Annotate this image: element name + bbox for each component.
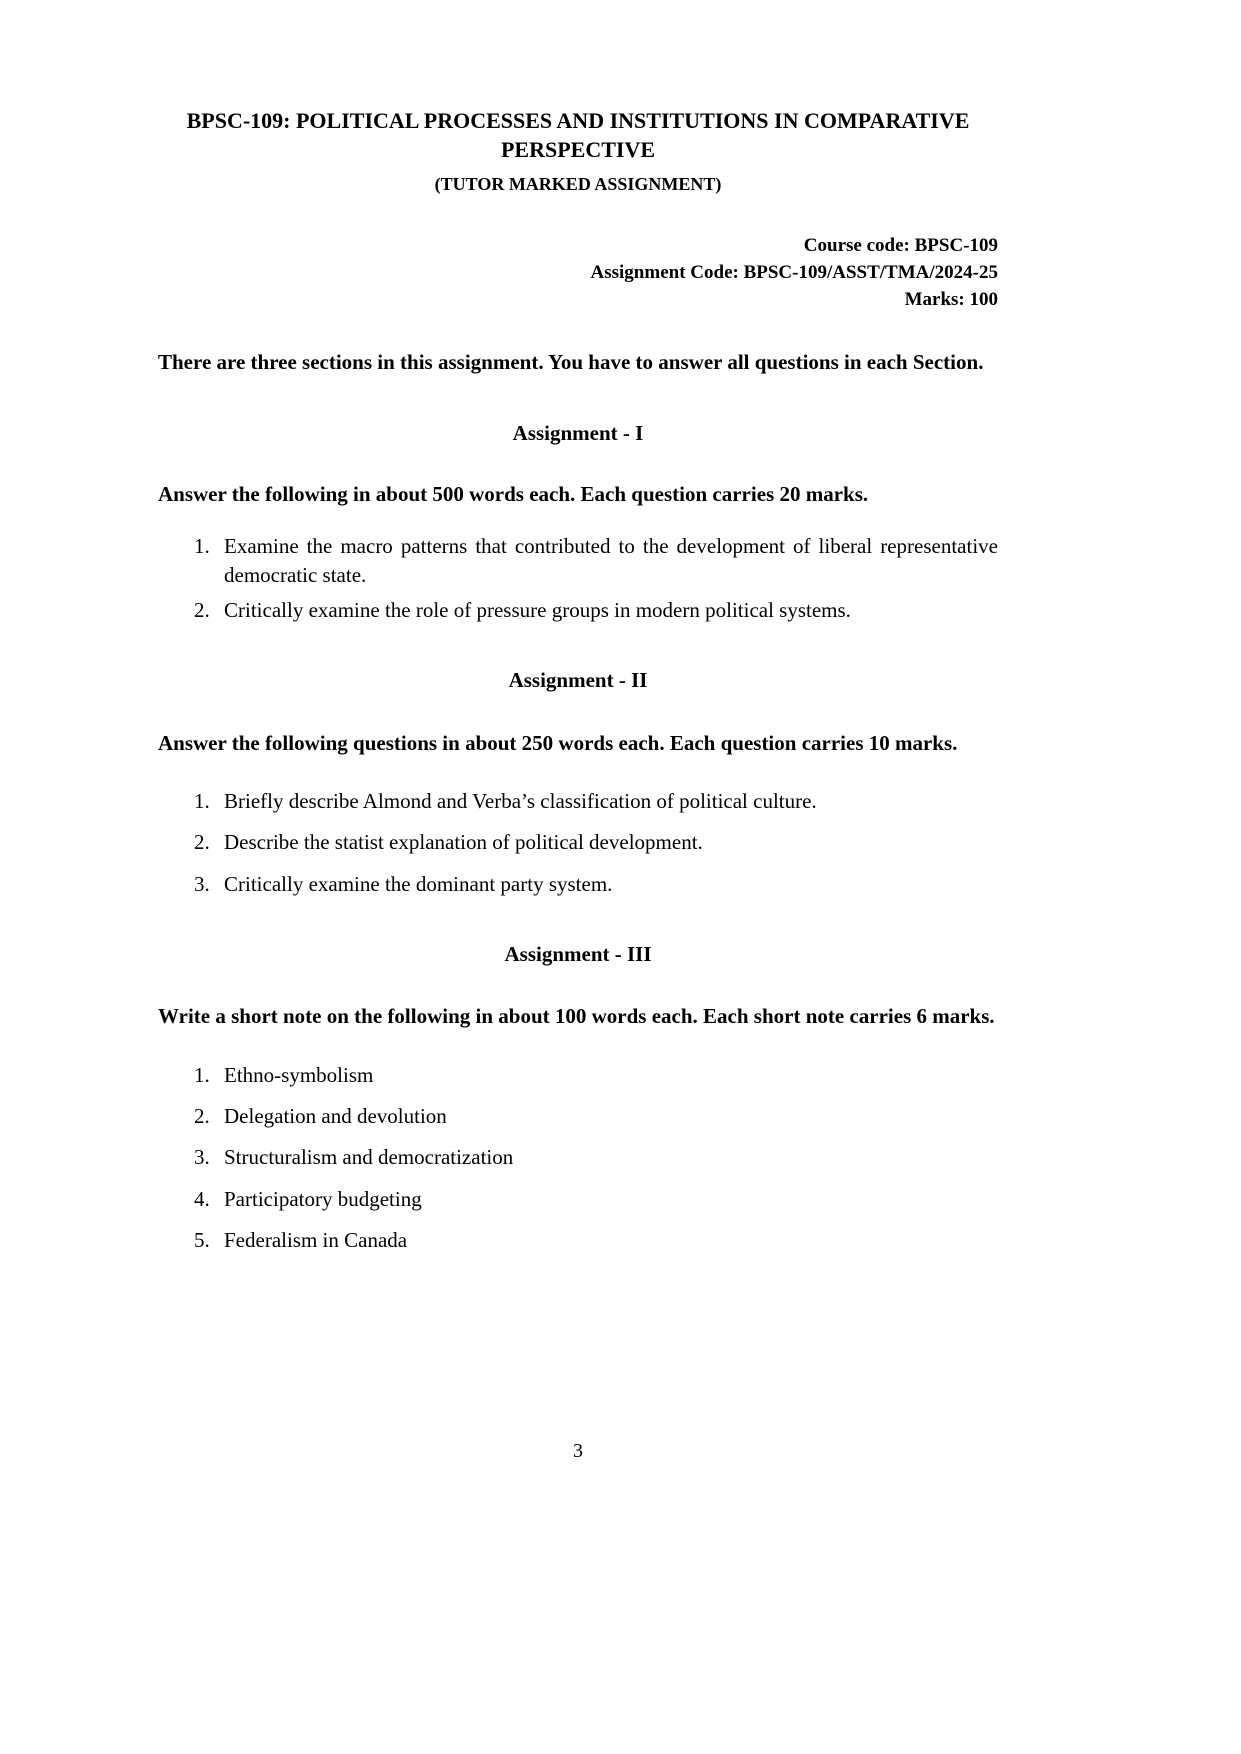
document-subtitle: (TUTOR MARKED ASSIGNMENT) (434, 174, 722, 195)
question-item: 1. Examine the macro patterns that contributed to the development of liberal representative democratic state. (215, 532, 998, 590)
intro-paragraph: There are three sections in this assignment. You have to answer all questions in each Section. (158, 350, 984, 375)
assignment-3-heading: Assignment - III (504, 942, 652, 967)
question-item: 3. Structuralism and democratization (215, 1142, 998, 1172)
assignment-1-question-list (158, 532, 998, 626)
assignment-2-instruction: Answer the following questions in about 250 words each. Each question carries 10 marks. (158, 730, 958, 755)
question-item: 3. Critically examine the dominant party system. (215, 869, 998, 899)
assignment-3-instruction: Write a short note on the following in about 100 words each. Each short note carries 6 marks. (158, 1004, 995, 1029)
assignment-2-question-list (158, 786, 998, 899)
marks-total: Marks: 100 (904, 289, 998, 311)
question-item: 1. Ethno-symbolism (215, 1060, 998, 1090)
assignment-2-heading: Assignment - II (508, 668, 648, 693)
codes-block (158, 233, 998, 314)
page-number: 3 (573, 1440, 583, 1462)
question-item: 2. Delegation and devolution (215, 1101, 998, 1131)
assignment-1-instruction: Answer the following in about 500 words each. Each question carries 20 marks. (158, 482, 869, 507)
question-item: 2. Describe the statist explanation of political development. (215, 827, 998, 857)
assignment-1-heading: Assignment - I (512, 420, 644, 445)
course-code: Course code: BPSC-109 (803, 235, 998, 257)
document-title: BPSC-109: POLITICAL PROCESSES AND INSTITUTIONS IN COMPARATIVE PERSPECTIVE (186, 108, 970, 163)
question-item: 5. Federalism in Canada (215, 1225, 998, 1255)
assignment-code: Assignment Code: BPSC-109/ASST/TMA/2024-25 (590, 262, 998, 284)
question-item: 1. Briefly describe Almond and Verba’s classification of political culture. (215, 786, 998, 816)
assignment-3-question-list (158, 1060, 998, 1256)
question-item: 2. Critically examine the role of pressure groups in modern political systems. (215, 596, 998, 625)
question-item: 4. Participatory budgeting (215, 1184, 998, 1214)
